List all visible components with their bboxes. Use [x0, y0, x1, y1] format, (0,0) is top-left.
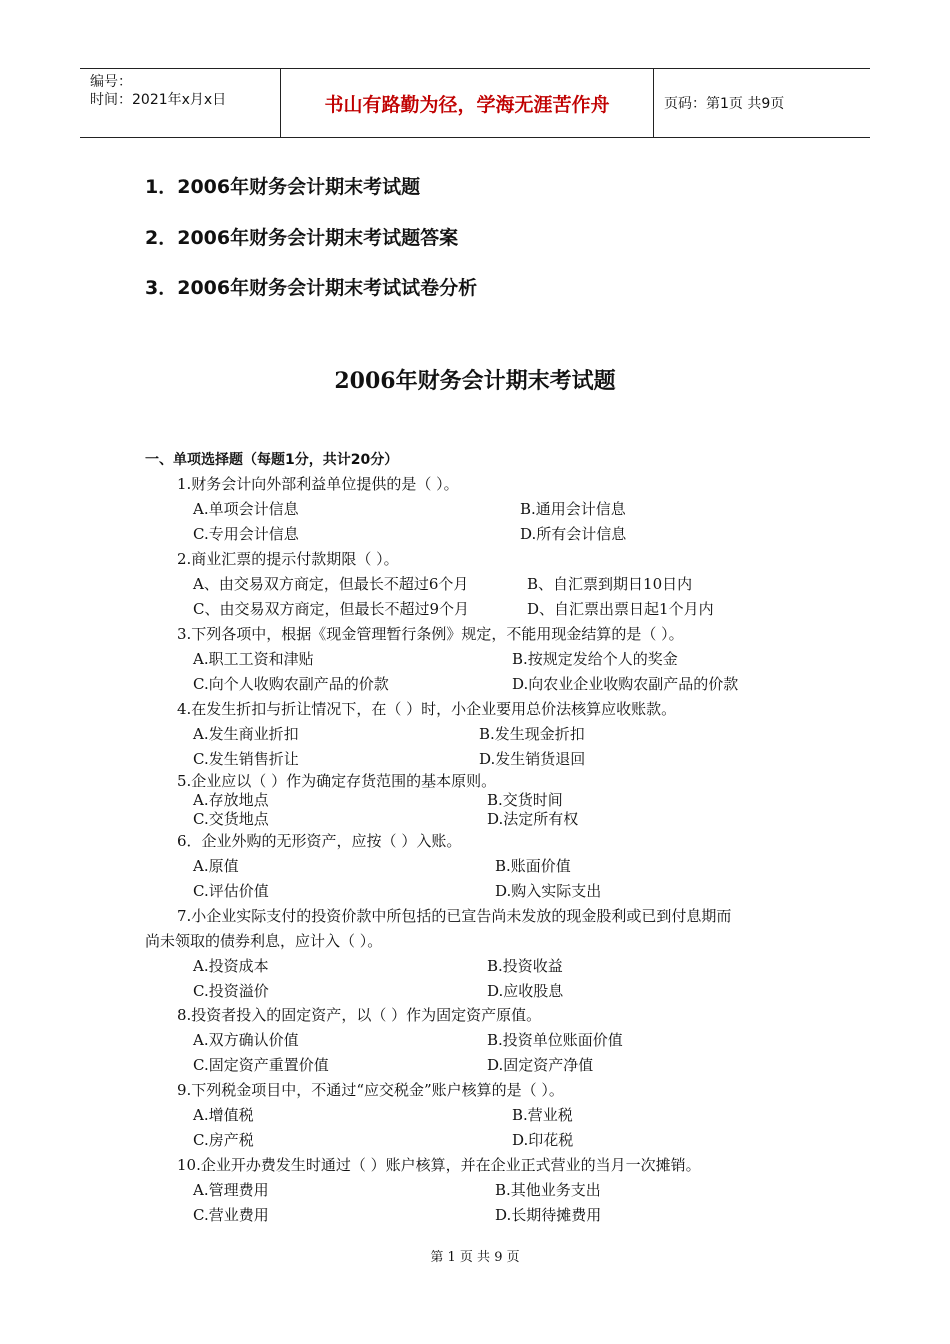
- header-page-info: 页码：第1页 共9页: [664, 96, 785, 112]
- option: C.房产税: [193, 1131, 254, 1149]
- option: A.投资成本: [193, 957, 269, 975]
- page-footer: 第 1 页 共 9 页: [430, 1250, 520, 1265]
- header-motto: 书山有路勤为径，学海无涯苦作舟: [324, 93, 610, 116]
- option: C.专用会计信息: [193, 525, 299, 543]
- option: B.交货时间: [487, 791, 563, 809]
- option: A.原值: [193, 857, 239, 875]
- option: C.固定资产重置价值: [193, 1056, 329, 1074]
- section-title: 一、单项选择题（每题1分，共计20分）: [145, 452, 399, 468]
- option: D.购入实际支出: [495, 882, 602, 900]
- option: B.投资单位账面价值: [487, 1031, 623, 1049]
- number-label: 编号：: [90, 74, 132, 90]
- option: D.印花税: [512, 1131, 574, 1149]
- option: B.营业税: [512, 1106, 573, 1124]
- question-stem: 9.下列税金项目中，不通过“应交税金”账户核算的是（ ）。: [177, 1081, 564, 1099]
- question-stem: 10.企业开办费发生时通过（ ）账户核算，并在企业正式营业的当月一次摊销。: [177, 1156, 701, 1174]
- page-header: [80, 68, 870, 138]
- option: C、由交易双方商定，但最长不超过9个月: [193, 600, 470, 618]
- option: C.营业费用: [193, 1206, 269, 1224]
- option: D.所有会计信息: [520, 525, 627, 543]
- header-meta: [80, 69, 280, 137]
- option: D.法定所有权: [487, 810, 579, 828]
- option: D.向农业企业收购农副产品的价款: [512, 675, 739, 693]
- question-stem: 8.投资者投入的固定资产，以（ ）作为固定资产原值。: [177, 1006, 542, 1024]
- option: A.职工工资和津贴: [193, 650, 314, 668]
- toc-item: 3．2006年财务会计期末考试试卷分析: [145, 277, 478, 299]
- option: C.投资溢价: [193, 982, 269, 1000]
- doc-title: 2006年财务会计期末考试题: [334, 368, 616, 394]
- option: C.向个人收购农副产品的价款: [193, 675, 389, 693]
- option: D.固定资产净值: [487, 1056, 594, 1074]
- option: B.按规定发给个人的奖金: [512, 650, 678, 668]
- toc-item: 1．2006年财务会计期末考试题: [145, 176, 421, 198]
- option: A.单项会计信息: [193, 500, 299, 518]
- question-stem: 3.下列各项中，根据《现金管理暂行条例》规定，不能用现金结算的是（ ）。: [177, 625, 684, 643]
- time-label: 时间：2021年x月x日: [90, 92, 227, 108]
- question-stem: 6．企业外购的无形资产，应按（ ）入账。: [177, 832, 462, 850]
- option: D、自汇票出票日起1个月内: [527, 600, 714, 618]
- option: A、由交易双方商定，但最长不超过6个月: [193, 575, 469, 593]
- question-stem: 2.商业汇票的提示付款期限（ ）。: [177, 550, 399, 568]
- option: B.投资收益: [487, 957, 563, 975]
- question-stem: 5.企业应以（ ）作为确定存货范围的基本原则。: [177, 772, 497, 790]
- option: B.通用会计信息: [520, 500, 626, 518]
- option: B.其他业务支出: [495, 1181, 601, 1199]
- option: C.发生销售折让: [193, 750, 299, 768]
- question-stem: 1.财务会计向外部利益单位提供的是（ ）。: [177, 475, 459, 493]
- option: B.发生现金折扣: [479, 725, 585, 743]
- option: B、自汇票到期日10日内: [527, 575, 693, 593]
- option: A.增值税: [193, 1106, 254, 1124]
- option: C.交货地点: [193, 810, 269, 828]
- option: D.发生销货退回: [479, 750, 586, 768]
- option: B.账面价值: [495, 857, 571, 875]
- question-stem: 7.小企业实际支付的投资价款中所包括的已宣告尚未发放的现金股利或已到付息期而: [177, 907, 732, 925]
- option: A.双方确认价值: [193, 1031, 299, 1049]
- question-stem-continued: 尚未领取的债券利息，应计入（ ）。: [145, 932, 383, 950]
- option: D.应收股息: [487, 982, 564, 1000]
- option: A.存放地点: [193, 791, 269, 809]
- header-divider: [653, 69, 654, 137]
- question-stem: 4.在发生折扣与折让情况下，在（ ）时，小企业要用总价法核算应收账款。: [177, 700, 677, 718]
- option: A.管理费用: [193, 1181, 269, 1199]
- option: A.发生商业折扣: [193, 725, 299, 743]
- option: D.长期待摊费用: [495, 1206, 602, 1224]
- option: C.评估价值: [193, 882, 269, 900]
- toc-item: 2．2006年财务会计期末考试题答案: [145, 227, 459, 249]
